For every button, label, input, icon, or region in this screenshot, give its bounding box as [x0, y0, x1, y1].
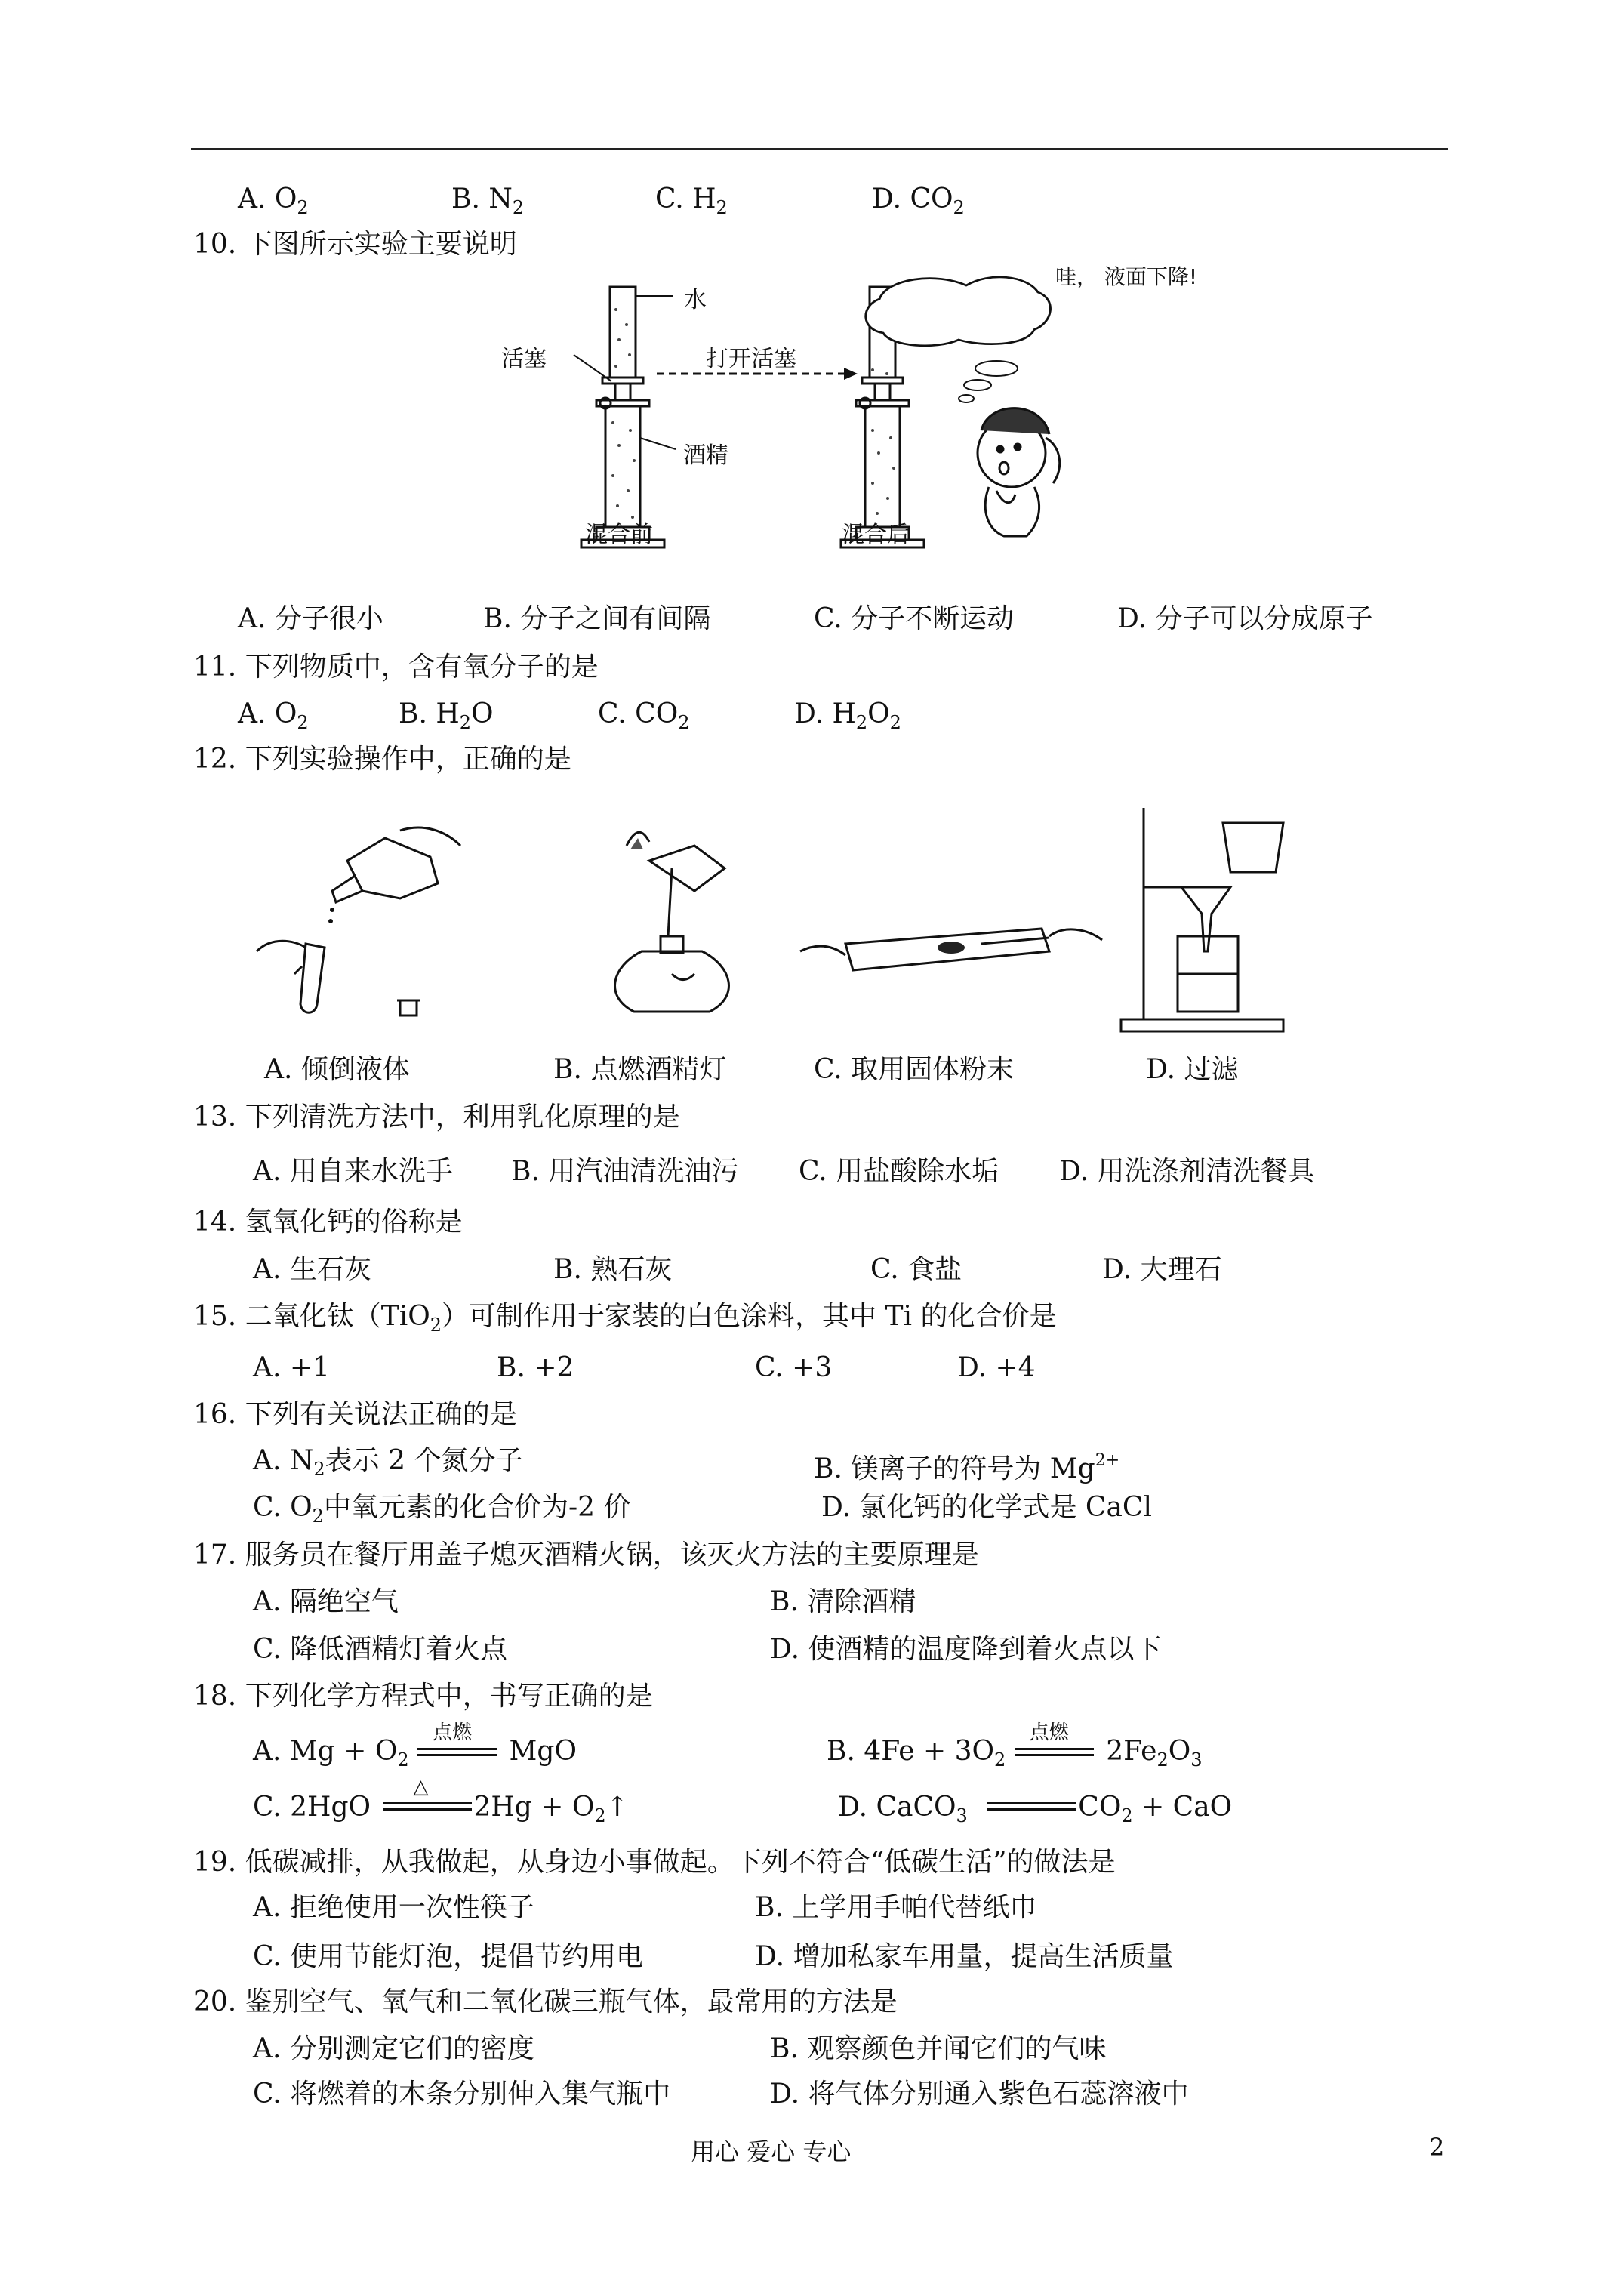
q12-figure-d [1117, 800, 1313, 1034]
q20-option-d: D. 将气体分别通入紫色石蕊溶液中 [770, 2079, 1189, 2110]
q16-option-d: D. 氯化钙的化学式是 CaCl [821, 1492, 1152, 1523]
q17-option-c: C. 降低酒精灯着火点 [253, 1634, 508, 1665]
q15-stem: 15. 二氧化钛（TiO$_2$）可制作用于家装的白色涂料，其中 Ti 的化合价是 [193, 1301, 1057, 1336]
q12-figure-b [596, 823, 747, 1042]
q17-stem: 17. 服务员在餐厅用盖子熄灭酒精火锅，该灭火方法的主要原理是 [193, 1539, 979, 1570]
q19-option-a: A. 拒绝使用一次性筷子 [253, 1892, 534, 1923]
q10-option-c: C. 分子不断运动 [814, 603, 1015, 634]
q10-option-a: A. 分子很小 [238, 603, 383, 634]
q18-option-c: C. 2HgO △ $2Hg + O_2↑$ [253, 1776, 629, 1826]
q12-option-b: B. 点燃酒精灯 [553, 1054, 727, 1085]
q15-option-b: B. +2 [497, 1352, 574, 1383]
q11-option-d: D. $H_2O_2$ [794, 698, 901, 733]
label-after: 混合后 [842, 522, 910, 548]
girl-illustration [978, 408, 1060, 536]
q19-stem: 19. 低碳减排，从我做起，从身边小事做起。下列不符合“低碳生活”的做法是 [193, 1847, 1116, 1878]
q13-stem: 13. 下列清洗方法中，利用乳化原理的是 [193, 1102, 680, 1133]
q9-option-b: B. $N_2$ [451, 183, 525, 218]
q11-stem: 11. 下列物质中，含有氧分子的是 [193, 652, 599, 683]
q16-option-a: A. $N_2$表示 2 个氮分子 [253, 1445, 523, 1480]
q9-option-c: C. $H_2$ [655, 183, 728, 218]
q13-option-a: A. 用自来水洗手 [253, 1156, 453, 1187]
label-before: 混合前 [585, 522, 653, 548]
q18-option-b: B. $4Fe + 3O_2$ 点燃 $2Fe_2O_3$ [827, 1721, 1203, 1771]
q16-stem: 16. 下列有关说法正确的是 [193, 1399, 517, 1430]
q16-option-b: B. 镁离子的符号为 $Mg^{2+}$ [814, 1451, 1120, 1484]
q12-option-a: A. 倾倒液体 [264, 1054, 410, 1085]
q14-option-d: D. 大理石 [1102, 1254, 1222, 1285]
q10-diagram [483, 279, 1102, 551]
q13-option-b: B. 用汽油清洗油污 [511, 1156, 739, 1187]
label-open-valve: 打开活塞 [706, 346, 796, 372]
q20-option-c: C. 将燃着的木条分别伸入集气瓶中 [253, 2079, 671, 2110]
bubble-text: 哇， 液面下降! [1055, 264, 1198, 289]
q14-stem: 14. 氢氧化钙的俗称是 [193, 1207, 463, 1237]
q14-option-b: B. 熟石灰 [553, 1254, 673, 1285]
q12-stem: 12. 下列实验操作中，正确的是 [193, 744, 571, 775]
q15-option-c: C. +3 [755, 1352, 833, 1383]
label-valve: 活塞 [501, 346, 547, 372]
q11-option-b: B. $H_2O$ [399, 698, 494, 733]
q18-stem: 18. 下列化学方程式中，书写正确的是 [193, 1681, 653, 1712]
q13-option-d: D. 用洗涤剂清洗餐具 [1059, 1156, 1315, 1187]
q16-option-c: C. $O_2$中氧元素的化合价为-2 价 [253, 1492, 631, 1527]
q9-option-d: D. $CO_2$ [872, 183, 965, 218]
label-alcohol: 酒精 [683, 442, 728, 469]
q19-option-b: B. 上学用手帕代替纸巾 [755, 1892, 1037, 1923]
q19-option-d: D. 增加私家车用量，提高生活质量 [755, 1941, 1174, 1972]
q10-stem: 10. 下图所示实验主要说明 [193, 229, 517, 260]
q20-stem: 20. 鉴别空气、氧气和二氧化碳三瓶气体，最常用的方法是 [193, 1986, 898, 2017]
q13-option-c: C. 用盐酸除水垢 [799, 1156, 999, 1187]
q20-option-b: B. 观察颜色并闻它们的气味 [770, 2033, 1107, 2064]
q14-option-a: A. 生石灰 [253, 1254, 371, 1285]
q12-option-c: C. 取用固体粉末 [814, 1054, 1015, 1085]
q20-option-a: A. 分别测定它们的密度 [253, 2033, 534, 2064]
q15-option-d: D. +4 [957, 1352, 1036, 1383]
q17-option-a: A. 隔绝空气 [253, 1586, 399, 1617]
q17-option-b: B. 清除酒精 [770, 1586, 916, 1617]
q15-option-a: A. +1 [253, 1352, 330, 1383]
q19-option-c: C. 使用节能灯泡，提倡节约用电 [253, 1941, 644, 1972]
q10-option-d: D. 分子可以分成原子 [1117, 603, 1373, 634]
q14-option-c: C. 食盐 [870, 1254, 962, 1285]
q18-option-d: D. CaCO$_3$ $CO_2$ + CaO [838, 1792, 1233, 1826]
q10-option-b: B. 分子之间有间隔 [483, 603, 711, 634]
page-footer: 用心 爱心 专心 [691, 2137, 852, 2166]
q17-option-d: D. 使酒精的温度降到着火点以下 [770, 1634, 1162, 1665]
page-number: 2 [1429, 2133, 1445, 2162]
q12-option-d: D. 过滤 [1146, 1054, 1239, 1085]
q11-option-a: A. $O_2$ [238, 698, 309, 733]
q18-option-a: A. $Mg + O_2$ 点燃 MgO [253, 1721, 577, 1771]
label-water: 水 [684, 287, 707, 313]
q12-figure-c [800, 914, 1102, 1019]
header-rule [191, 148, 1448, 150]
q11-option-c: C. $CO_2$ [598, 698, 690, 733]
q12-figure-a [249, 815, 476, 1034]
q9-option-a: A. $O_2$ [238, 183, 309, 218]
